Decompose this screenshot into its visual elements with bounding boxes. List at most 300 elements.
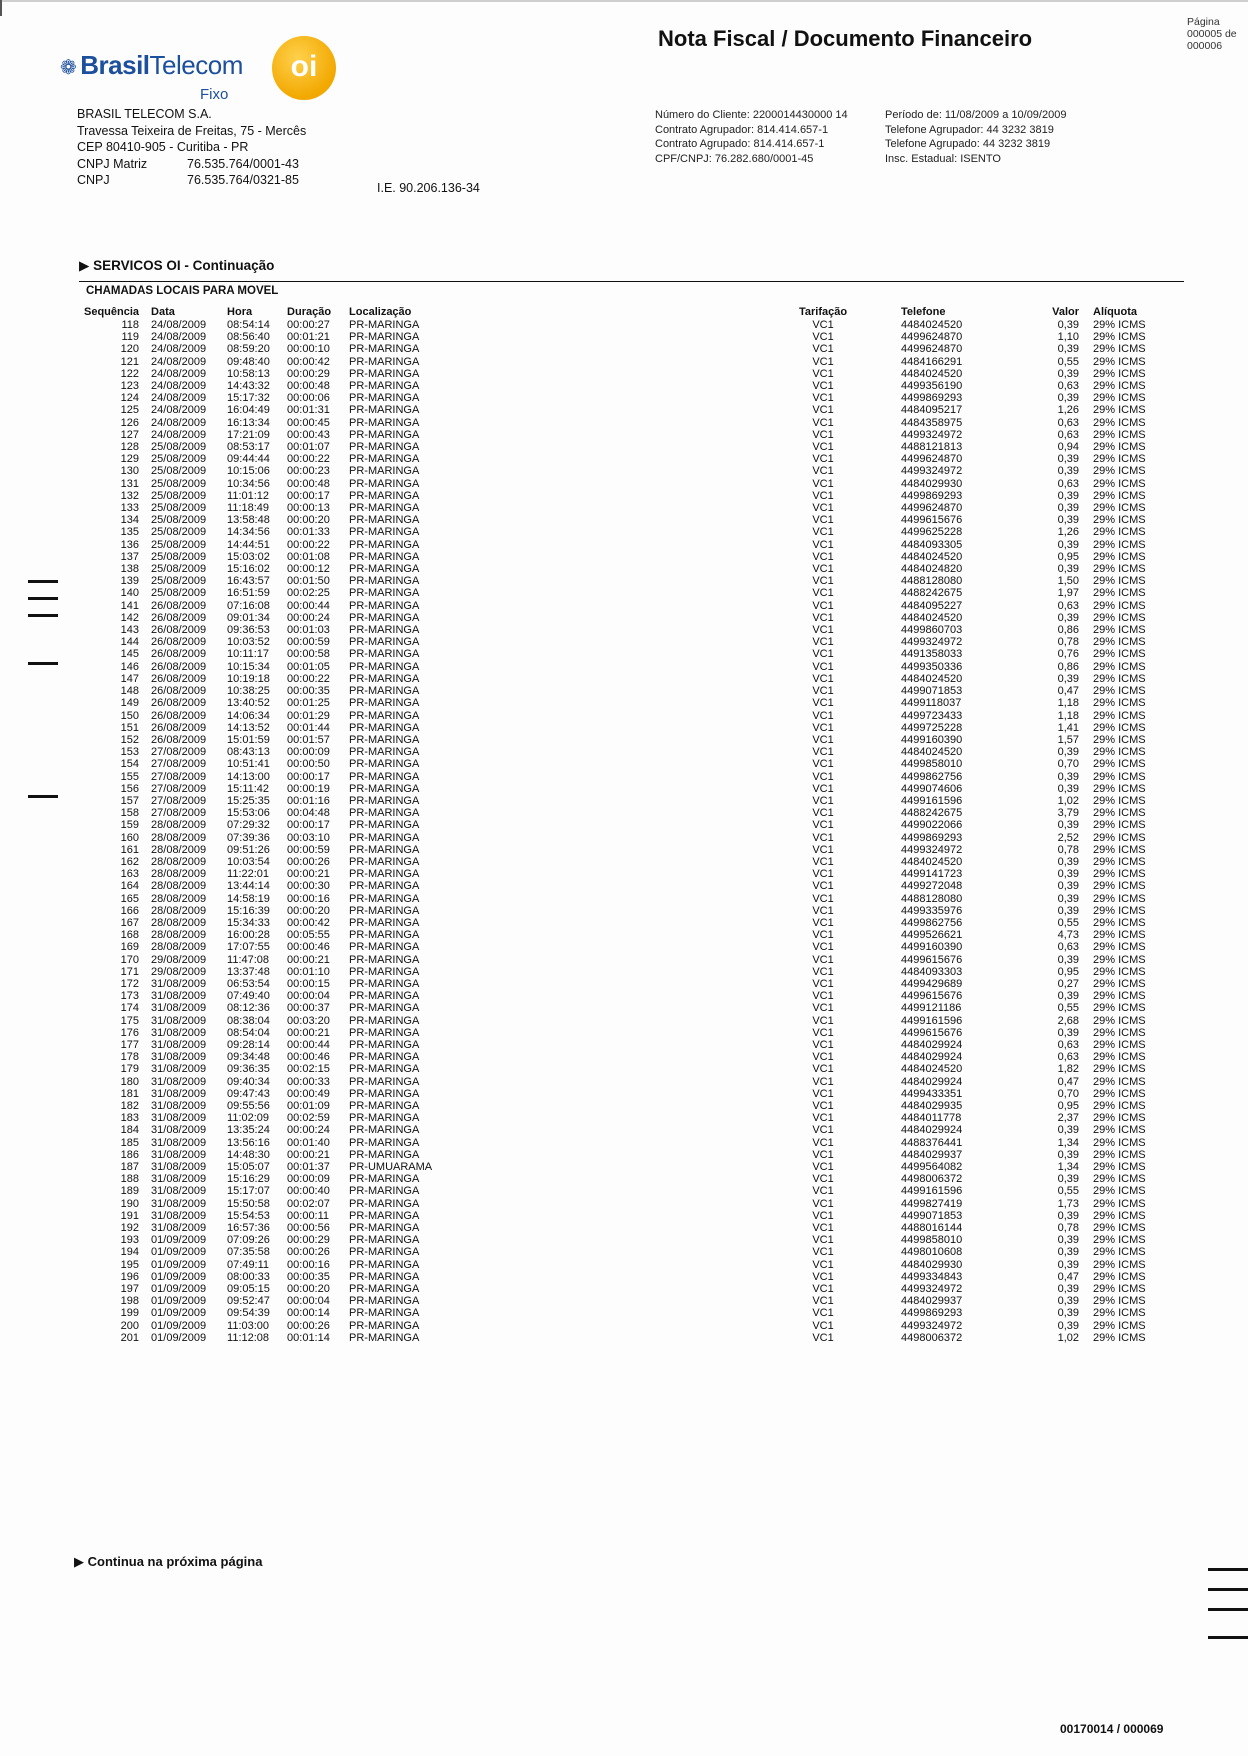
valor-cell: 0,86 [1057,624,1080,637]
hora-cell: 17:21:09 [227,428,270,441]
tarifacao-cell: VC1 [812,977,834,990]
telefone-cell: 4484024520 [901,367,963,380]
date-cell: 27/08/2009 [151,746,207,759]
valor-cell: 0,39 [1057,855,1080,868]
localizacao-cell: PR-MARINGA [349,648,420,661]
hora-cell: 15:17:07 [227,1185,270,1198]
aliquota-cell: 29% ICMS [1093,502,1146,515]
table-row [84,575,1163,587]
seq-cell: 142 [120,611,140,624]
date-cell: 28/08/2009 [151,904,207,917]
telefone-cell: 4499625228 [901,526,963,539]
hora-cell: 08:53:17 [227,441,270,454]
duracao-cell: 00:01:07 [287,441,330,454]
duracao-cell: 00:00:10 [287,343,330,356]
telefone-cell: 4484024520 [901,1063,963,1076]
table-row [84,1198,1163,1210]
seq-cell: 135 [120,526,140,539]
date-cell: 28/08/2009 [151,929,207,942]
table-row [84,1100,1163,1112]
tarifacao-cell: VC1 [812,343,834,356]
localizacao-cell: PR-MARINGA [349,770,420,783]
table-row [84,746,1163,758]
aliquota-cell: 29% ICMS [1093,1038,1146,1051]
localizacao-cell: PR-MARINGA [349,758,420,771]
tarifacao-cell: VC1 [812,1075,834,1088]
date-cell: 24/08/2009 [151,380,207,393]
duracao-cell: 00:00:27 [287,319,330,331]
valor-cell: 0,39 [1057,953,1080,966]
aliquota-cell: 29% ICMS [1093,331,1146,344]
margin-mark [1208,1568,1248,1571]
logo-wordmark-light: Telecom [149,50,243,80]
hora-cell: 14:44:51 [227,538,270,551]
table-row [84,331,1163,343]
aliquota-cell: 29% ICMS [1093,770,1146,783]
tarifacao-cell: VC1 [812,1258,834,1271]
cnpj-value: 76.535.764/0321-85 [187,173,299,187]
telefone-cell: 4488128080 [901,892,963,905]
aliquota-cell: 29% ICMS [1093,1307,1146,1320]
aliquota-cell: 29% ICMS [1093,343,1146,356]
telefone-cell: 4488376441 [901,1136,963,1149]
date-cell: 26/08/2009 [151,709,207,722]
table-row [84,587,1163,599]
hora-cell: 13:35:24 [227,1124,270,1137]
date-cell: 26/08/2009 [151,624,207,637]
telefone-cell: 4488121813 [901,441,963,454]
valor-cell: 1,02 [1057,794,1080,807]
duracao-cell: 00:00:04 [287,990,330,1003]
tarifacao-cell: VC1 [812,904,834,917]
valor-cell: 0,39 [1057,343,1080,356]
telefone-cell: 4484024820 [901,563,963,576]
aliquota-cell: 29% ICMS [1093,624,1146,637]
localizacao-cell: PR-MARINGA [349,441,420,454]
duracao-cell: 00:00:46 [287,1051,330,1064]
valor-cell: 0,86 [1057,660,1080,673]
table-row [84,1320,1163,1332]
table-row [84,771,1163,783]
localizacao-cell: PR-MARINGA [349,892,420,905]
aliquota-cell: 29% ICMS [1093,1319,1146,1332]
table-row [84,648,1163,660]
date-cell: 28/08/2009 [151,831,207,844]
valor-cell: 0,39 [1057,563,1080,576]
aliquota-cell: 29% ICMS [1093,1100,1146,1112]
tarifacao-cell: VC1 [812,624,834,637]
table-row [84,1307,1163,1319]
telefone-cell: 4499161596 [901,1185,963,1198]
table-row [84,966,1163,978]
seq-cell: 191 [120,1209,140,1222]
localizacao-cell: PR-MARINGA [349,477,420,490]
tarifacao-cell: VC1 [812,721,834,734]
seq-cell: 188 [120,1173,140,1186]
valor-cell: 0,76 [1057,648,1080,661]
table-row [84,1185,1163,1197]
seq-cell: 192 [120,1222,140,1235]
aliquota-cell: 29% ICMS [1093,538,1146,551]
aliquota-cell: 29% ICMS [1093,746,1146,759]
tarifacao-cell: VC1 [812,404,834,417]
hora-cell: 09:40:34 [227,1075,270,1088]
date-cell: 31/08/2009 [151,1112,207,1125]
valor-cell: 0,39 [1057,1246,1080,1259]
seq-cell: 157 [120,794,140,807]
localizacao-cell: PR-MARINGA [349,624,420,637]
hora-cell: 06:53:54 [227,977,270,990]
tarifacao-cell: VC1 [812,380,834,393]
table-row [84,356,1163,368]
company-info [77,106,306,189]
hora-cell: 11:47:08 [227,953,270,966]
telefone-cell: 4488242675 [901,807,963,820]
periodo: Período de: 11/08/2009 a 10/09/2009 [885,109,1067,121]
valor-cell: 0,39 [1057,672,1080,685]
aliquota-cell: 29% ICMS [1093,1295,1146,1308]
table-row [84,1015,1163,1027]
tarifacao-cell: VC1 [812,965,834,978]
duracao-cell: 00:00:59 [287,636,330,649]
table-row [84,978,1163,990]
date-cell: 25/08/2009 [151,489,207,502]
localizacao-cell: PR-MARINGA [349,880,420,893]
telefone-cell: 4488242675 [901,587,963,600]
seq-cell: 138 [120,563,140,576]
date-cell: 01/09/2009 [151,1307,207,1320]
table-row [84,661,1163,673]
table-row [84,1149,1163,1161]
page-line-2: 000006 [1187,40,1223,52]
seq-cell: 198 [120,1295,140,1308]
play-arrow-icon: ▶ [79,258,90,273]
valor-cell: 1,10 [1057,331,1080,344]
telefone-cell: 4499161596 [901,794,963,807]
seq-cell: 152 [120,733,140,746]
duracao-cell: 00:00:22 [287,538,330,551]
table-row [84,551,1163,563]
cnpj-matriz-label: CNPJ Matriz [77,156,148,171]
logo-wordmark [60,50,243,81]
duracao-cell: 00:01:03 [287,624,330,637]
seq-cell: 149 [120,697,140,710]
localizacao-cell: PR-MARINGA [349,538,420,551]
duracao-cell: 00:05:55 [287,929,330,942]
hora-cell: 14:13:52 [227,721,270,734]
date-cell: 31/08/2009 [151,990,207,1003]
date-cell: 25/08/2009 [151,453,207,466]
telefone-cell: 4499624870 [901,331,963,344]
seq-cell: 175 [120,1014,140,1027]
tarifacao-cell: VC1 [812,465,834,478]
valor-cell: 0,63 [1057,477,1080,490]
hora-cell: 07:49:40 [227,990,270,1003]
tarifacao-cell: VC1 [812,807,834,820]
hora-cell: 07:09:26 [227,1234,270,1247]
hora-cell: 07:29:32 [227,819,270,832]
date-cell: 31/08/2009 [151,1222,207,1235]
localizacao-cell: PR-MARINGA [349,1283,420,1296]
valor-cell: 2,68 [1057,1014,1080,1027]
header-data: Data [151,305,175,318]
telefone-cell: 4499324972 [901,636,963,649]
duracao-cell: 00:00:48 [287,477,330,490]
hora-cell: 11:01:12 [227,489,270,502]
table-row [84,954,1163,966]
aliquota-cell: 29% ICMS [1093,892,1146,905]
subsection-title: CHAMADAS LOCAIS PARA MOVEL [86,285,279,297]
telefone-cell: 4499624870 [901,502,963,515]
tarifacao-cell: VC1 [812,575,834,588]
date-cell: 25/08/2009 [151,526,207,539]
hora-cell: 09:52:47 [227,1295,270,1308]
seq-cell: 194 [120,1246,140,1259]
tarifacao-cell: VC1 [812,416,834,429]
localizacao-cell: PR-MARINGA [349,660,420,673]
localizacao-cell: PR-MARINGA [349,380,420,393]
localizacao-cell: PR-MARINGA [349,453,420,466]
table-row [84,1112,1163,1124]
telefone-cell: 4499827419 [901,1197,963,1210]
hora-cell: 15:11:42 [227,782,270,795]
localizacao-cell: PR-MARINGA [349,1051,420,1064]
hora-cell: 08:12:36 [227,1002,270,1015]
tarifacao-cell: VC1 [812,1185,834,1198]
seq-cell: 118 [121,319,140,331]
hora-cell: 08:54:04 [227,1026,270,1039]
aliquota-cell: 29% ICMS [1093,953,1146,966]
duracao-cell: 00:01:21 [287,331,330,344]
duracao-cell: 00:00:17 [287,489,330,502]
hora-cell: 09:36:53 [227,624,270,637]
seq-cell: 200 [120,1319,140,1332]
date-cell: 31/08/2009 [151,1026,207,1039]
table-row [84,1161,1163,1173]
seq-cell: 145 [120,648,140,661]
seq-cell: 159 [120,819,140,832]
duracao-cell: 00:00:09 [287,1173,330,1186]
date-cell: 24/08/2009 [151,428,207,441]
tarifacao-cell: VC1 [812,392,834,405]
seq-cell: 150 [120,709,140,722]
telefone-cell: 4499869293 [901,831,963,844]
hora-cell: 16:57:36 [227,1222,270,1235]
telefone-cell: 4499615676 [901,1026,963,1039]
tarifacao-cell: VC1 [812,1148,834,1161]
hora-cell: 09:44:44 [227,453,270,466]
hora-cell: 14:34:56 [227,526,270,539]
telefone-cell: 4499160390 [901,941,963,954]
valor-cell: 0,55 [1057,355,1080,368]
tarifacao-cell: VC1 [812,1209,834,1222]
hora-cell: 14:13:00 [227,770,270,783]
tarifacao-cell: VC1 [812,843,834,856]
aliquota-cell: 29% ICMS [1093,563,1146,576]
seq-cell: 197 [120,1283,140,1296]
aliquota-cell: 29% ICMS [1093,709,1146,722]
telefone-cell: 4499869293 [901,392,963,405]
table-row [84,612,1163,624]
duracao-cell: 00:00:46 [287,941,330,954]
tarifacao-cell: VC1 [812,563,834,576]
aliquota-cell: 29% ICMS [1093,587,1146,600]
tarifacao-cell: VC1 [812,441,834,454]
hora-cell: 11:03:00 [227,1319,270,1332]
aliquota-cell: 29% ICMS [1093,319,1146,331]
hora-cell: 10:38:25 [227,685,270,698]
date-cell: 24/08/2009 [151,392,207,405]
seq-cell: 140 [120,587,140,600]
hora-cell: 09:05:15 [227,1283,270,1296]
date-cell: 29/08/2009 [151,965,207,978]
telefone-cell: 4499624870 [901,453,963,466]
valor-cell: 0,63 [1057,428,1080,441]
tarifacao-cell: VC1 [812,1063,834,1076]
date-cell: 01/09/2009 [151,1283,207,1296]
hora-cell: 15:50:58 [227,1197,270,1210]
seq-cell: 168 [120,929,140,942]
aliquota-cell: 29% ICMS [1093,831,1146,844]
duracao-cell: 00:00:44 [287,599,330,612]
valor-cell: 1,18 [1057,709,1080,722]
hora-cell: 08:38:04 [227,1014,270,1027]
aliquota-cell: 29% ICMS [1093,514,1146,527]
hora-cell: 15:05:07 [227,1161,270,1174]
table-row [84,453,1163,465]
telefone-cell: 4499858010 [901,758,963,771]
duracao-cell: 00:00:20 [287,1283,330,1296]
date-cell: 26/08/2009 [151,660,207,673]
hora-cell: 15:34:33 [227,916,270,929]
table-row [84,697,1163,709]
date-cell: 31/08/2009 [151,1136,207,1149]
tarifacao-cell: VC1 [812,1222,834,1235]
duracao-cell: 00:01:57 [287,733,330,746]
localizacao-cell: PR-MARINGA [349,733,420,746]
table-row [84,1283,1163,1295]
table-row [84,1088,1163,1100]
header-sequencia: Sequência [84,305,140,318]
valor-cell: 0,27 [1057,977,1080,990]
tarifacao-cell: VC1 [812,648,834,661]
aliquota-cell: 29% ICMS [1093,855,1146,868]
aliquota-cell: 29% ICMS [1093,941,1146,954]
tarifacao-cell: VC1 [812,1002,834,1015]
table-row [84,1173,1163,1185]
aliquota-cell: 29% ICMS [1093,929,1146,942]
valor-cell: 0,39 [1057,1319,1080,1332]
table-row [84,1332,1163,1344]
date-cell: 25/08/2009 [151,563,207,576]
aliquota-cell: 29% ICMS [1093,1283,1146,1296]
aliquota-cell: 29% ICMS [1093,477,1146,490]
seq-cell: 190 [120,1197,140,1210]
localizacao-cell: PR-MARINGA [349,1197,420,1210]
valor-cell: 1,02 [1057,1331,1080,1344]
valor-cell: 0,39 [1057,489,1080,502]
table-row [84,734,1163,746]
seq-cell: 161 [120,843,140,856]
localizacao-cell: PR-MARINGA [349,1026,420,1039]
hora-cell: 10:58:13 [227,367,270,380]
valor-cell: 0,55 [1057,916,1080,929]
margin-mark [28,614,58,617]
seq-cell: 181 [120,1087,140,1100]
duracao-cell: 00:00:29 [287,367,330,380]
seq-cell: 171 [120,965,140,978]
seq-cell: 131 [120,477,140,490]
valor-cell: 0,39 [1057,904,1080,917]
continua-note [74,1554,262,1570]
valor-cell: 0,39 [1057,538,1080,551]
table-row [84,990,1163,1002]
aliquota-cell: 29% ICMS [1093,819,1146,832]
date-cell: 28/08/2009 [151,855,207,868]
localizacao-cell: PR-MARINGA [349,1087,420,1100]
date-cell: 25/08/2009 [151,465,207,478]
valor-cell: 0,78 [1057,636,1080,649]
hora-cell: 09:47:43 [227,1087,270,1100]
valor-cell: 0,39 [1057,453,1080,466]
localizacao-cell: PR-MARINGA [349,1038,420,1051]
valor-cell: 4,73 [1057,929,1080,942]
contrato-agrupado: Contrato Agrupado: 814.414.657-1 [655,138,825,150]
aliquota-cell: 29% ICMS [1093,880,1146,893]
aliquota-cell: 29% ICMS [1093,575,1146,588]
tarifacao-cell: VC1 [812,953,834,966]
date-cell: 31/08/2009 [151,1161,207,1174]
aliquota-cell: 29% ICMS [1093,648,1146,661]
hora-cell: 09:36:35 [227,1063,270,1076]
hora-cell: 15:17:32 [227,392,270,405]
telefone-cell: 4484029924 [901,1075,963,1088]
telefone-cell: 4491358033 [901,648,963,661]
page-line-1: 000005 de [1187,28,1237,40]
hora-cell: 15:16:29 [227,1173,270,1186]
date-cell: 24/08/2009 [151,343,207,356]
hora-cell: 14:43:32 [227,380,270,393]
seq-cell: 201 [120,1331,140,1344]
aliquota-cell: 29% ICMS [1093,1014,1146,1027]
valor-cell: 0,95 [1057,1100,1080,1112]
date-cell: 27/08/2009 [151,758,207,771]
duracao-cell: 00:00:16 [287,892,330,905]
tarifacao-cell: VC1 [812,770,834,783]
date-cell: 31/08/2009 [151,977,207,990]
duracao-cell: 00:00:22 [287,672,330,685]
date-cell: 31/08/2009 [151,1075,207,1088]
valor-cell: 0,39 [1057,1307,1080,1320]
table-row [84,502,1163,514]
seq-cell: 146 [120,660,140,673]
date-cell: 26/08/2009 [151,672,207,685]
section-title [79,258,274,274]
seq-cell: 137 [120,550,140,563]
hora-cell: 07:35:58 [227,1246,270,1259]
valor-cell: 0,39 [1057,319,1080,331]
telefone-cell: 4484029935 [901,1100,963,1112]
localizacao-cell: PR-MARINGA [349,355,420,368]
hora-cell: 15:16:02 [227,563,270,576]
telefone-cell: 4499324972 [901,428,963,441]
hora-cell: 15:54:53 [227,1209,270,1222]
date-cell: 27/08/2009 [151,782,207,795]
date-cell: 25/08/2009 [151,502,207,515]
tarifacao-cell: VC1 [812,1197,834,1210]
localizacao-cell: PR-MARINGA [349,563,420,576]
table-row [84,1210,1163,1222]
